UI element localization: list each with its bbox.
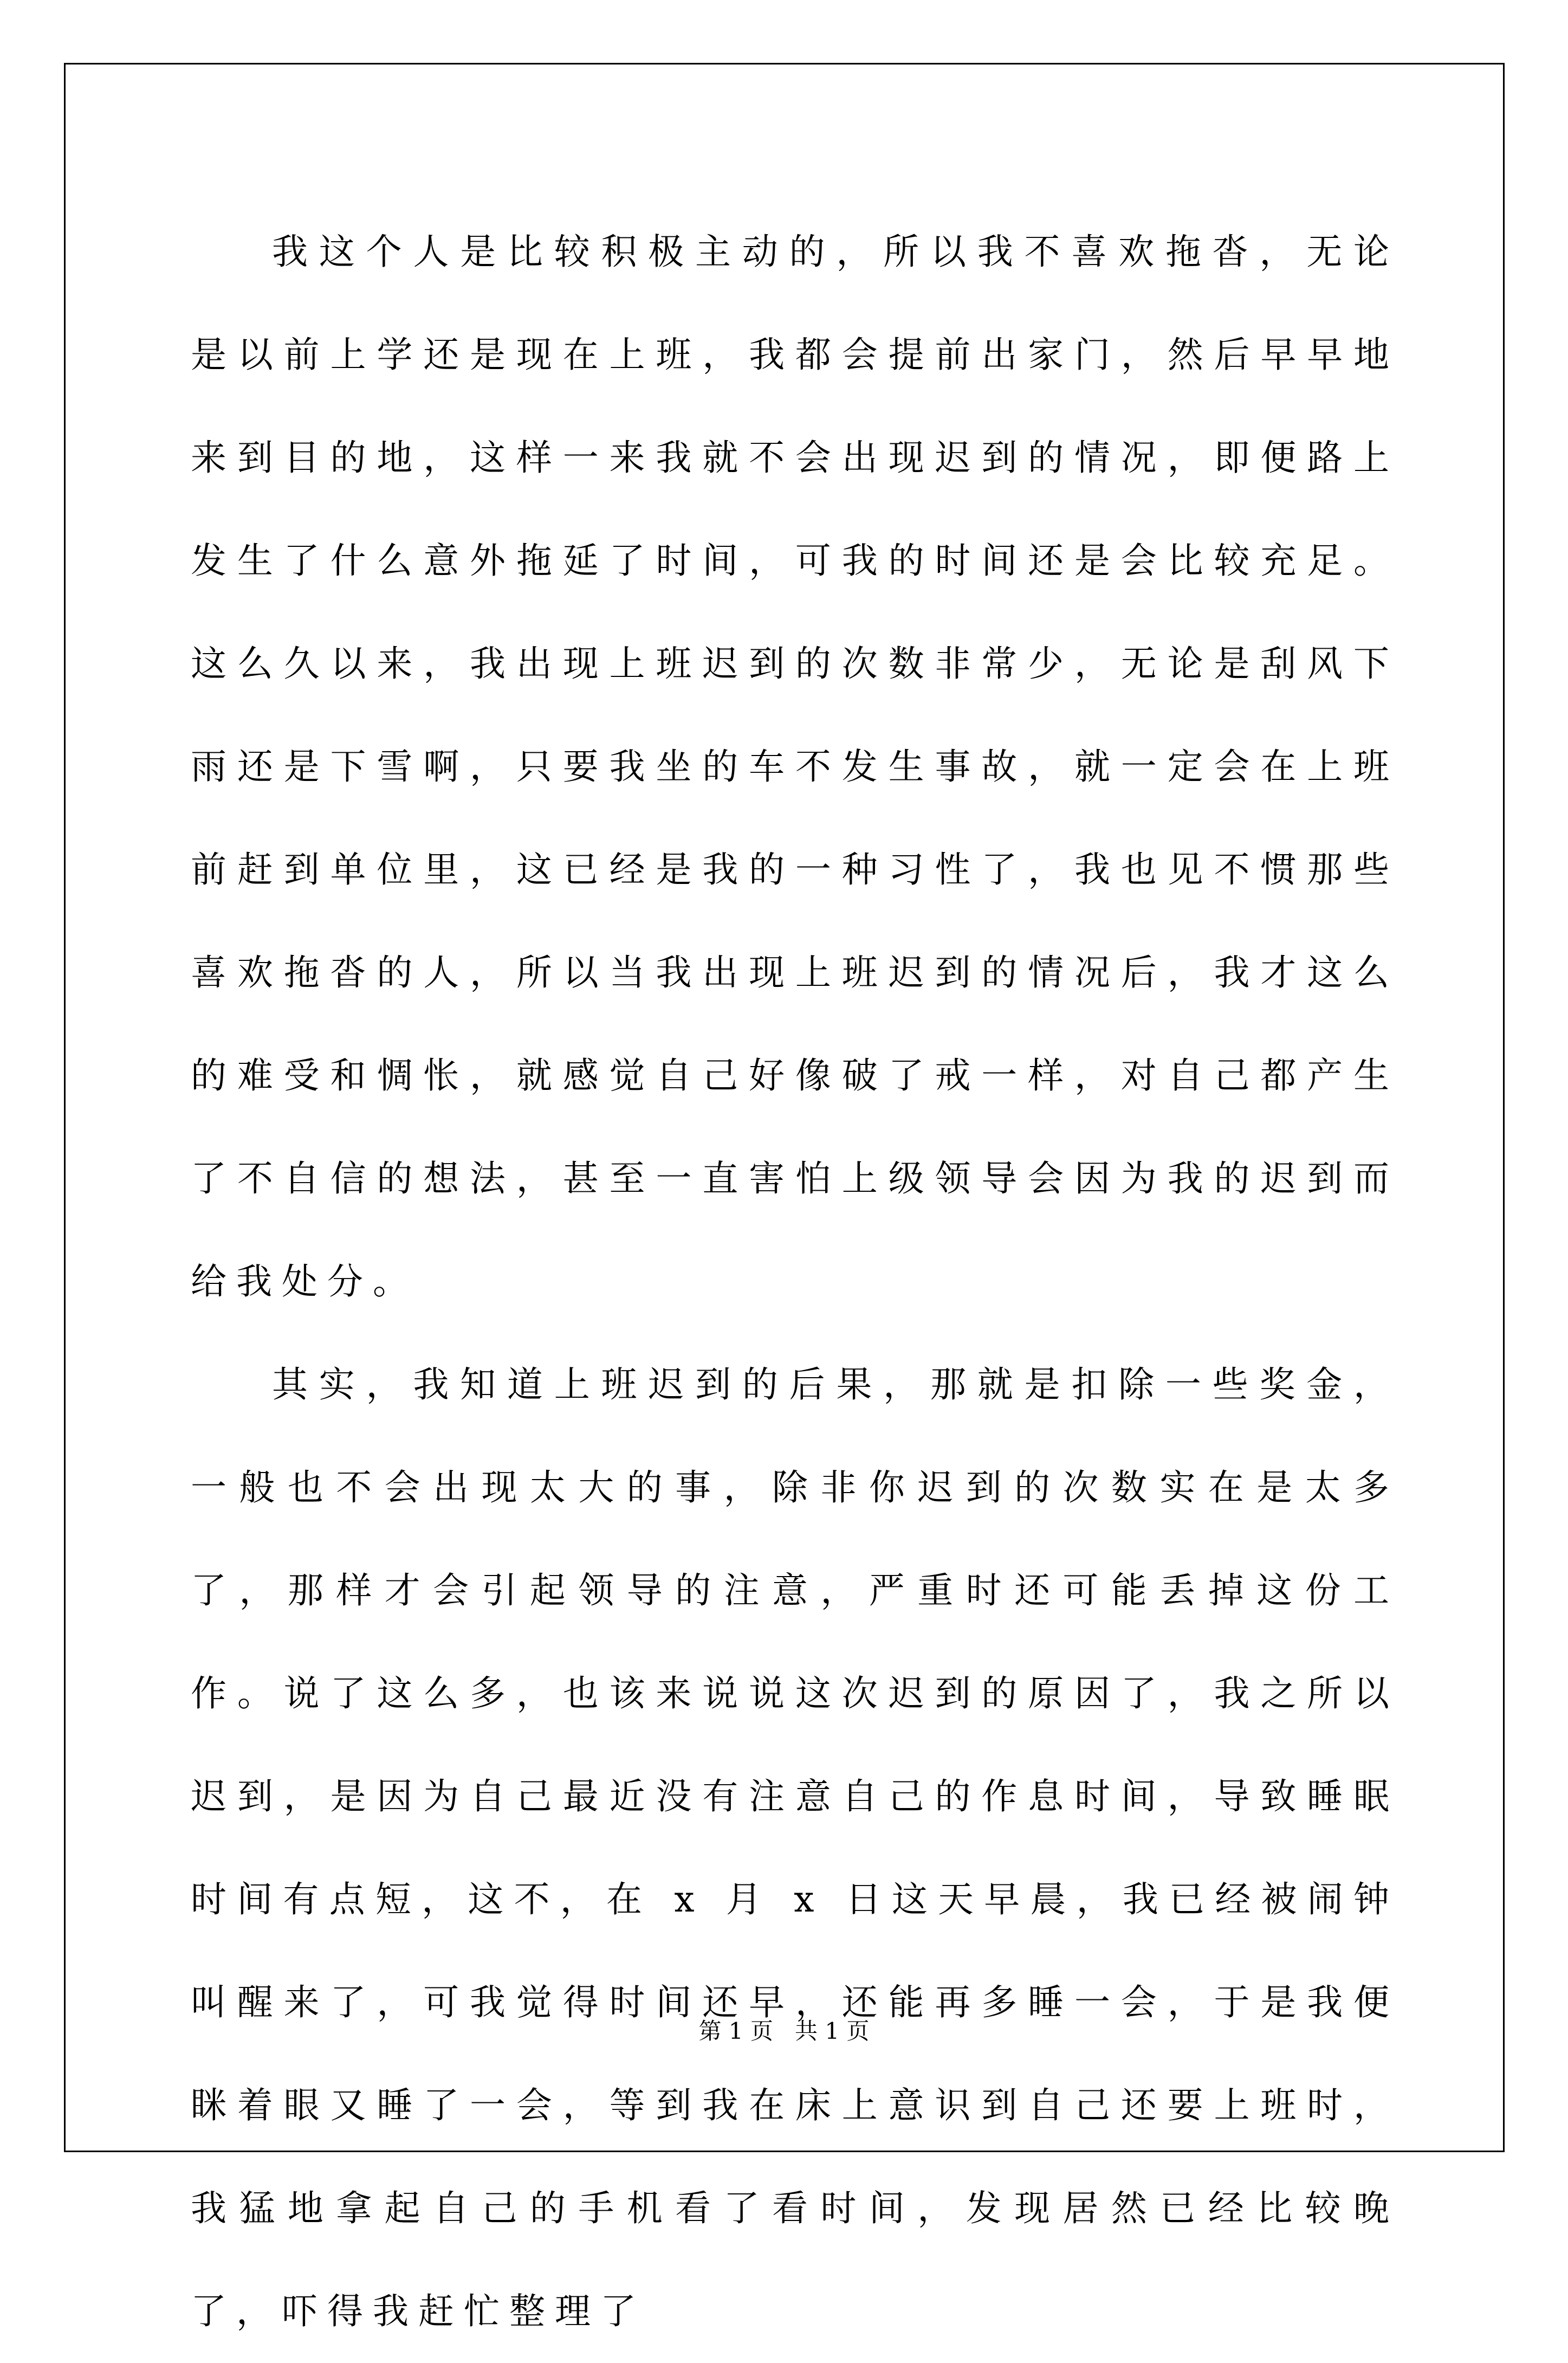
paragraph-1: 我这个人是比较积极主动的，所以我不喜欢拖沓，无论是以前上学还是现在上班，我都会提前出家门，然后早早地来到目的地，这样一来我就不会出现迟到的情况，即便路上发生了什么意外拖延了时间，可我的时间还是会比较充足。这么久以来，我出现上班迟到的次数非常少，无论是刮风下雨还是下雪啊，只要我坐的车不发生事故，就一定会在上班前赶到单位里，这已经是我的一种习性了，我也见不惯那些喜欢拖沓的人，所以当我出现上班迟到的情况后，我才这么的难受和惆怅，就感觉自己好像破了戒一样，对自己都产生了不自信的想法，甚至一直害怕上级领导会因为我的迟到而给我处分。 [191,231,1399,1302]
page-footer: 第 1 页 共 1 页 [698,2018,870,2044]
paragraph-2: 其实，我知道上班迟到的后果，那就是扣除一些奖金，一般也不会出现太大的事，除非你迟到的次数实在是太多了，那样才会引起领导的注意，严重时还可能丢掉这份工作。说了这么多，也该来说说这次迟到的原因了，我之所以迟到，是因为自己最近没有注意自己的作息时间，导致睡眠时间有点短，这不，在 x 月 x 日这天早晨，我已经被闹钟叫醒来了，可我觉得时间还早，还能再多睡一会，于是我便眯着眼又睡了一会，等到我在床上意识到自己还要上班时，我猛地拿起自己的手机看了看时间，发现居然已经比较晚了，吓得我赶忙整理了 [191,1364,1399,2332]
